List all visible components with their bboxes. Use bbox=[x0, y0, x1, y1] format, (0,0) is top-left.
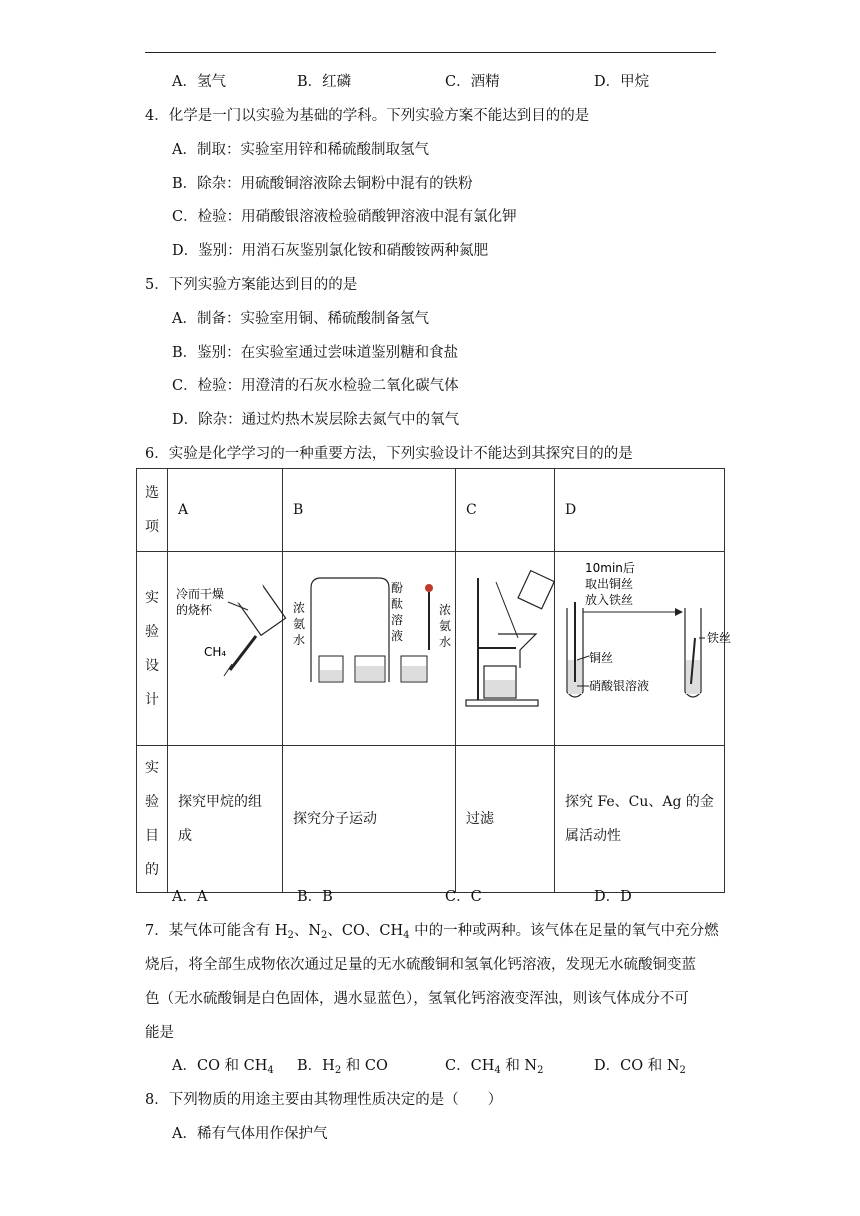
q3-option-c[interactable]: C．酒精 bbox=[445, 74, 500, 90]
svg-text:取出铜丝: 取出铜丝 bbox=[585, 577, 634, 591]
svg-text:10min后: 10min后 bbox=[585, 561, 635, 575]
figure-c-cell bbox=[456, 552, 555, 746]
q7-stem-line-2: 烧后，将全部生成物依次通过足量的无水硫酸铜和氢氧化钙溶液，发现无水硫酸铜变蓝 bbox=[145, 957, 696, 973]
figure-b-cell bbox=[283, 552, 456, 746]
q6-option-d[interactable]: D．D bbox=[594, 889, 632, 905]
q7-option-b[interactable]: B．$H_2$ 和 CO bbox=[297, 1058, 388, 1076]
svg-text:液: 液 bbox=[391, 629, 404, 643]
q4-option-b[interactable]: B．除杂：用硫酸铜溶液除去铜粉中混有的铁粉 bbox=[172, 176, 473, 192]
svg-text:硝酸银溶液: 硝酸银溶液 bbox=[589, 679, 650, 693]
q3-option-d[interactable]: D．甲烷 bbox=[594, 74, 650, 90]
q6-option-a[interactable]: A．A bbox=[172, 889, 208, 905]
q6-option-c[interactable]: C．C bbox=[445, 889, 482, 905]
metal-activity-figure bbox=[555, 552, 732, 732]
filtration-figure bbox=[456, 552, 554, 732]
q5-stem: 5．下列实验方案能达到目的的是 bbox=[145, 277, 358, 293]
q8-stem: 8．下列物质的用途主要由其物理性质决定的是（ ） bbox=[145, 1092, 503, 1108]
q7-option-d[interactable]: D．CO 和 $N_2$ bbox=[594, 1058, 686, 1076]
header-a: A bbox=[168, 469, 283, 552]
experiment-table bbox=[136, 468, 732, 893]
header-c: C bbox=[456, 469, 555, 552]
ammonia-diffusion-figure bbox=[283, 552, 455, 732]
figure-d-cell bbox=[555, 552, 732, 746]
svg-text:铜丝: 铜丝 bbox=[589, 651, 614, 665]
purpose-label-cell: 实 验 目 的 bbox=[137, 746, 168, 893]
q5-option-c[interactable]: C．检验：用澄清的石灰水检验二氧化碳气体 bbox=[172, 378, 459, 394]
svg-text:冷而干燥: 冷而干燥 bbox=[176, 587, 225, 601]
purpose-d: 探究 Fe、Cu、Ag 的金 属活动性 bbox=[555, 746, 725, 893]
table-header-row bbox=[137, 469, 725, 552]
q3-option-a[interactable]: A．氢气 bbox=[172, 74, 226, 90]
svg-text:酚: 酚 bbox=[391, 581, 404, 595]
q7-stem-line-4: 能是 bbox=[145, 1025, 174, 1041]
svg-text:浓: 浓 bbox=[439, 603, 452, 617]
q7-stem-line-1: 7．某气体可能含有 $H_2$、$N_2$、CO、$CH_4$ 中的一种或两种。该气体在足量的氧气中充分燃 bbox=[145, 923, 719, 941]
design-label-cell: 实 验 设 计 bbox=[137, 552, 168, 746]
svg-text:CH₄: CH₄ bbox=[204, 645, 227, 659]
purpose-c: 过滤 bbox=[456, 746, 555, 893]
svg-text:的烧杯: 的烧杯 bbox=[176, 603, 213, 617]
header-rule bbox=[145, 52, 716, 53]
svg-text:放入铁丝: 放入铁丝 bbox=[585, 593, 634, 607]
q4-stem: 4．化学是一门以实验为基础的学科。下列实验方案不能达到目的的是 bbox=[145, 108, 590, 124]
q3-option-b[interactable]: B．红磷 bbox=[297, 74, 352, 90]
q4-option-d[interactable]: D．鉴别：用消石灰鉴别氯化铵和硝酸铵两种氮肥 bbox=[172, 243, 489, 259]
header-d: D bbox=[555, 469, 725, 552]
q5-option-a[interactable]: A．制备：实验室用铜、稀硫酸制备氢气 bbox=[172, 311, 429, 327]
q7-stem-line-3: 色（无水硫酸铜是白色固体，遇水显蓝色），氢氧化钙溶液变浑浊，则该气体成分不可 bbox=[145, 991, 689, 1007]
q6-option-b[interactable]: B．B bbox=[297, 889, 333, 905]
q7-option-a[interactable]: A．CO 和 $CH_4$ bbox=[172, 1058, 274, 1076]
svg-text:氨: 氨 bbox=[293, 617, 306, 631]
svg-text:水: 水 bbox=[293, 633, 306, 647]
svg-text:酞: 酞 bbox=[391, 597, 404, 611]
q8-option-a[interactable]: A．稀有气体用作保护气 bbox=[172, 1126, 328, 1142]
q6-stem: 6．实验是化学学习的一种重要方法，下列实验设计不能达到其探究目的的是 bbox=[145, 446, 633, 462]
header-option-cell: 选 项 bbox=[137, 469, 168, 552]
svg-text:铁丝: 铁丝 bbox=[707, 631, 732, 645]
purpose-a: 探究甲烷的组 成 bbox=[168, 746, 283, 893]
svg-text:水: 水 bbox=[439, 635, 452, 649]
svg-text:溶: 溶 bbox=[391, 613, 404, 627]
q4-option-a[interactable]: A．制取：实验室用锌和稀硫酸制取氢气 bbox=[172, 142, 429, 158]
q7-option-c[interactable]: C．$CH_4$ 和 $N_2$ bbox=[445, 1058, 544, 1076]
methane-beaker-figure bbox=[168, 552, 282, 732]
q5-option-b[interactable]: B．鉴别：在实验室通过尝味道鉴别糖和食盐 bbox=[172, 345, 459, 361]
purpose-b: 探究分子运动 bbox=[283, 746, 456, 893]
q5-option-d[interactable]: D．除杂：通过灼热木炭层除去氮气中的氧气 bbox=[172, 412, 460, 428]
q4-option-c[interactable]: C．检验：用硝酸银溶液检验硝酸钾溶液中混有氯化钾 bbox=[172, 209, 517, 225]
table-design-row bbox=[137, 552, 725, 746]
svg-text:浓: 浓 bbox=[293, 601, 306, 615]
table-purpose-row bbox=[137, 746, 725, 893]
figure-a-cell bbox=[168, 552, 283, 746]
header-b: B bbox=[283, 469, 456, 552]
svg-text:氨: 氨 bbox=[439, 619, 452, 633]
